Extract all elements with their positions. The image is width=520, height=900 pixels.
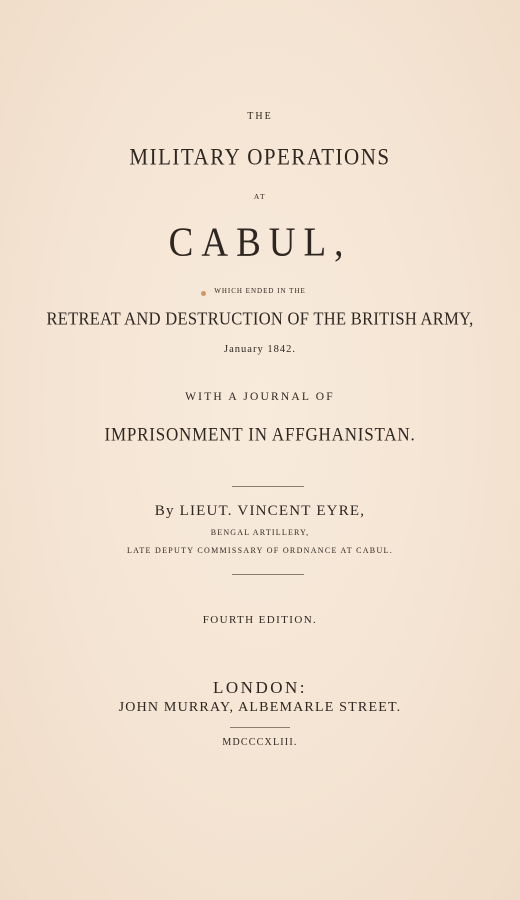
- imprint-publisher: JOHN MURRAY, ALBEMARLE STREET.: [118, 700, 402, 715]
- imprint-city: LONDON:: [213, 678, 307, 697]
- subtitle-imprisonment: IMPRISONMENT IN AFFGHANISTAN.: [104, 424, 416, 445]
- author-position: LATE DEPUTY COMMISSARY OF ORDNANCE AT CABUL.: [126, 546, 394, 555]
- imprint-year: MDCCCXLIII.: [222, 737, 298, 748]
- subtitle-retreat: RETREAT AND DESTRUCTION OF THE BRITISH ARMY,: [46, 307, 474, 329]
- subtitle-journal: WITH A JOURNAL OF: [185, 391, 335, 403]
- article-the: THE: [247, 111, 273, 122]
- edition-line: FOURTH EDITION.: [202, 614, 318, 626]
- divider-rule: [230, 727, 290, 728]
- title-at: AT: [253, 192, 267, 201]
- author-line: By LIEUT. VINCENT EYRE,: [154, 503, 366, 519]
- title-cabul: CABUL,: [168, 219, 352, 266]
- subtitle-date: January 1842.: [224, 344, 296, 355]
- subtitle-which-ended: WHICH ENDED IN THE: [214, 287, 306, 295]
- divider-rule: [232, 486, 304, 487]
- title-military-operations: MILITARY OPERATIONS: [129, 143, 391, 171]
- author-regiment: BENGAL ARTILLERY,: [210, 528, 310, 537]
- divider-rule: [232, 574, 304, 575]
